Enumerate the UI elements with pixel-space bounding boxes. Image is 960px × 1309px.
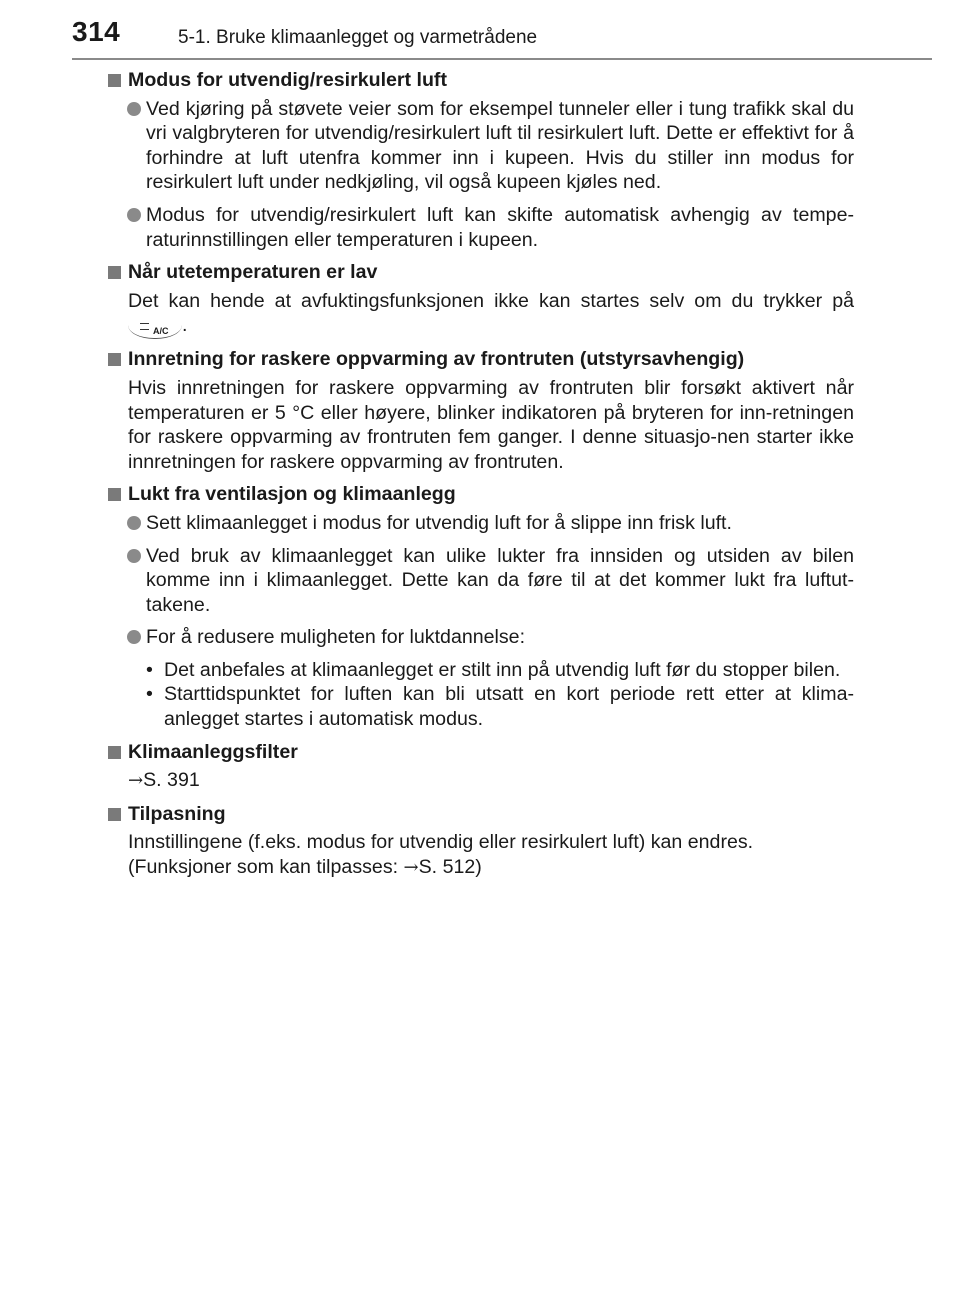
square-bullet-icon — [108, 746, 121, 759]
list-item — [108, 625, 854, 650]
heading-text: Klimaanleggsfilter — [128, 740, 298, 763]
ac-indicator-icon — [140, 323, 149, 330]
paragraph — [108, 830, 854, 880]
section-recirculated-air — [108, 68, 854, 252]
list-item — [108, 544, 854, 618]
section-heading — [108, 802, 854, 827]
ac-button-label: A/C — [153, 326, 169, 337]
section-customization — [108, 802, 854, 881]
square-bullet-icon — [108, 353, 121, 366]
bullet-text: Modus for utvendig/resirkulert luft kan skifte automatisk avhengig av tempe-raturinnstillingen eller temperaturen i kupeen. — [146, 203, 854, 251]
square-bullet-icon — [108, 266, 121, 279]
page-content — [108, 68, 854, 889]
paragraph-line: Innstillingene (f.eks. modus for utvendig eller resirkulert luft) kan endres. — [128, 831, 754, 854]
heading-text: Lukt fra ventilasjon og klimaanlegg — [128, 483, 456, 506]
header-rule — [72, 58, 932, 60]
page-reference-link[interactable]: S. 512 — [418, 856, 476, 879]
page-number: 314 — [72, 16, 121, 47]
trailing-period: . — [182, 314, 188, 337]
circle-bullet-icon — [127, 630, 141, 644]
square-bullet-icon — [108, 808, 121, 821]
bullet-text: Ved bruk av klimaanlegget kan ulike lukter fra innsiden og utsiden av bilen komme inn i klimaanlegget. Dette kan da føre til at det kommer lukt fra luftut-takene. — [146, 544, 854, 616]
heading-text: Innretning for raskere oppvarming av frontruten (utstyrsavhengig) — [128, 348, 745, 371]
paragraph: Hvis innretningen for raskere oppvarming av frontruten blir forsøkt aktivert når temperaturen er 5 °C eller høyere, blinker indikatoren på bryteren for inn-retningen for raskere oppvarming av frontruten fem ganger. I denne situasjo-nen starter ikke innretningen for raskere oppvarming av frontruten. — [128, 376, 854, 473]
arrow-right-icon: → — [128, 770, 144, 792]
paragraph-text: Det kan hende at avfuktingsfunksjonen ikke kan startes selv om du trykker på — [128, 289, 854, 312]
sub-item-text: Det anbefales at klimaanlegget er stilt inn på utvendig luft før du stopper bilen. — [164, 658, 841, 681]
ac-button-icon — [128, 314, 182, 339]
sub-list — [108, 658, 854, 732]
line-text: (Funksjoner som kan tilpasses: — [128, 856, 404, 879]
section-low-outside-temp — [108, 260, 854, 339]
sub-list-item — [146, 658, 854, 683]
circle-bullet-icon — [127, 516, 141, 530]
circle-bullet-icon — [127, 102, 141, 116]
bullet-text: For å redusere muligheten for luktdannelse: — [146, 626, 526, 649]
square-bullet-icon — [108, 488, 121, 501]
section-heading — [108, 740, 854, 765]
circle-bullet-icon — [127, 549, 141, 563]
circle-bullet-icon — [127, 208, 141, 222]
heading-text: Modus for utvendig/resirkulert luft — [128, 69, 447, 91]
section-heading — [108, 347, 854, 372]
chapter-title: 5-1. Bruke klimaanlegget og varmetrådene — [178, 27, 538, 48]
square-bullet-icon — [108, 74, 121, 87]
small-bullet-icon: • — [146, 658, 153, 681]
line-text-end: ) — [475, 856, 482, 879]
sub-list-item — [146, 682, 854, 731]
section-heading — [108, 68, 854, 93]
section-windshield-heating — [108, 347, 854, 474]
paragraph — [108, 289, 854, 340]
small-bullet-icon: • — [146, 683, 153, 706]
list-item — [108, 511, 854, 536]
heading-text: Når utetemperaturen er lav — [128, 261, 378, 284]
section-heading — [108, 260, 854, 285]
sub-item-text: Starttidspunktet for luften kan bli utsatt en kort periode rett etter at klima-anlegget startes i automatisk modus. — [164, 683, 854, 731]
section-filter — [108, 740, 854, 794]
section-odor — [108, 482, 854, 731]
page-reference-link[interactable]: S. 391 — [143, 769, 200, 792]
paragraph-line — [128, 855, 854, 881]
list-item — [108, 97, 854, 195]
section-heading — [108, 482, 854, 507]
paragraph — [108, 768, 854, 794]
heading-text: Tilpasning — [128, 802, 226, 825]
bullet-text: Ved kjøring på støvete veier som for eksempel tunneler eller i tung trafikk skal du vri valgbryteren for utvendig/resirkulert luft til resirkulert luft. Dette er effektivt for å forhindre at luft utenfra kommer inn i kupeen. Hvis du stiller inn modus for resirkulert luft under nedkjøling, vil også kupeen kjøles ned. — [146, 97, 854, 194]
list-item — [108, 203, 854, 252]
bullet-text: Sett klimaanlegget i modus for utvendig luft for å slippe inn frisk luft. — [146, 511, 732, 534]
arrow-right-icon: → — [403, 857, 419, 879]
